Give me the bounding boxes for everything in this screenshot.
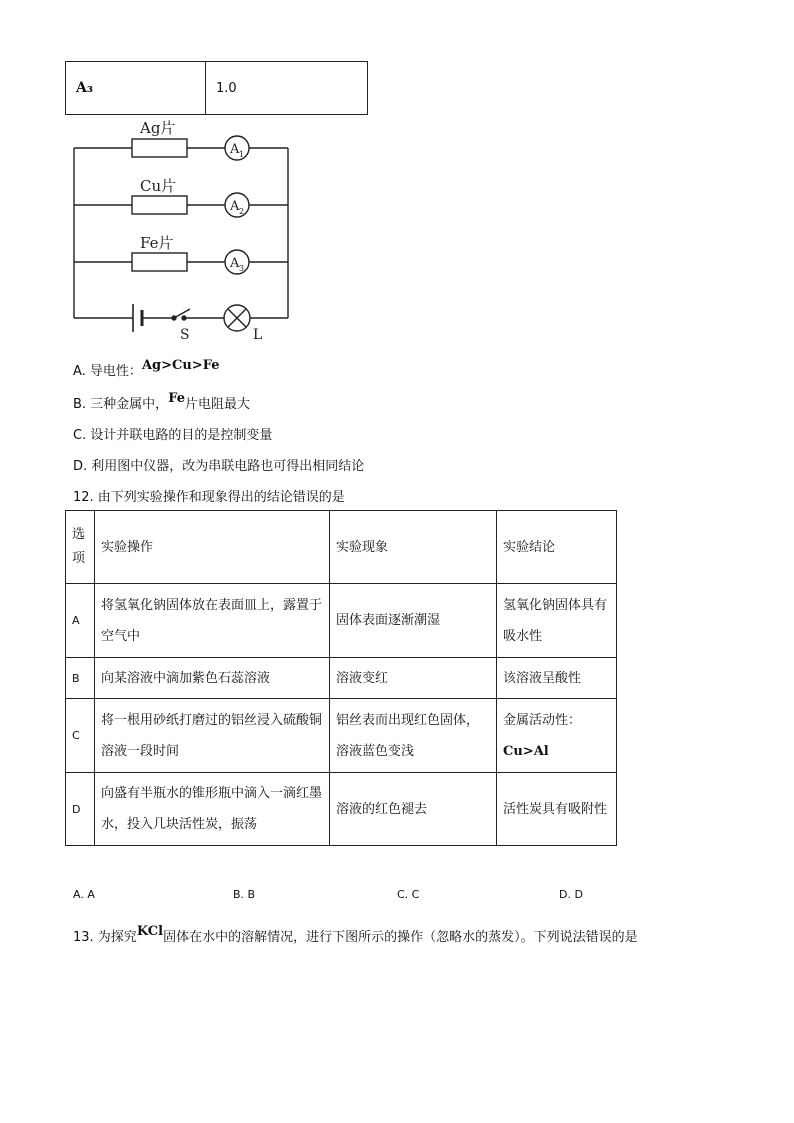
lamp-label: L bbox=[253, 327, 263, 343]
q12-choice-c: C. C bbox=[397, 888, 420, 901]
battery-icon bbox=[133, 304, 142, 332]
q11-option-a: A. 导电性：Ag>Cu>Fe bbox=[73, 358, 220, 379]
row-key: D bbox=[66, 773, 95, 846]
previous-table bbox=[65, 61, 368, 115]
row-key: B bbox=[66, 658, 95, 699]
fe-strip-resistor bbox=[132, 253, 187, 271]
q11-option-c: C. 设计并联电路的目的是控制变量 bbox=[73, 428, 273, 443]
header-option: 选项 bbox=[66, 511, 95, 584]
svg-text:3: 3 bbox=[239, 264, 245, 273]
q12-choice-d: D. D bbox=[559, 888, 583, 901]
table-cell-label: A₃ bbox=[66, 62, 206, 115]
svg-text:A: A bbox=[230, 142, 240, 157]
q12-choice-a: A. A bbox=[73, 888, 95, 901]
row-conclusion: 该溶液呈酸性 bbox=[497, 658, 617, 699]
row-operation: 向盛有半瓶水的锥形瓶中滴入一滴红墨水，投入几块活性炭，振荡 bbox=[95, 773, 330, 846]
table-row bbox=[66, 773, 617, 846]
q11-option-b: B. 三种金属中，Fe片电阻最大 bbox=[73, 391, 250, 412]
row-key: C bbox=[66, 699, 95, 773]
table-row bbox=[66, 699, 617, 773]
table-row bbox=[66, 62, 368, 115]
q12-choice-b: B. B bbox=[233, 888, 256, 901]
cu-strip-label: Cu片 bbox=[140, 177, 177, 195]
row-operation: 向某溶液中滴加紫色石蕊溶液 bbox=[95, 658, 330, 699]
row-conclusion: 氢氧化钠固体具有吸水性 bbox=[497, 584, 617, 658]
svg-text:A: A bbox=[230, 199, 240, 214]
table-row bbox=[66, 658, 617, 699]
conclusion-formula: Cu>Al bbox=[503, 743, 549, 759]
cu-strip-resistor bbox=[132, 196, 187, 214]
row-conclusion: 金属活动性： Cu>Al bbox=[497, 699, 617, 773]
row-operation: 将氢氧化钠固体放在表面皿上，露置于空气中 bbox=[95, 584, 330, 658]
row-conclusion: 活性炭具有吸附性 bbox=[497, 773, 617, 846]
ammeter-a1-icon bbox=[225, 136, 249, 160]
fe-strip-label: Fe片 bbox=[140, 234, 174, 252]
circuit-diagram bbox=[60, 112, 300, 344]
ag-strip-resistor bbox=[132, 139, 187, 157]
table-header-row bbox=[66, 511, 617, 584]
q13-stem: 13. 为探究KCl固体在水中的溶解情况，进行下图所示的操作（忽略水的蒸发）。下列说法错误的是 bbox=[73, 924, 638, 945]
header-phenomenon: 实验现象 bbox=[330, 511, 497, 584]
header-operation: 实验操作 bbox=[95, 511, 330, 584]
row-operation: 将一根用砂纸打磨过的铝丝浸入硫酸铜溶液一段时间 bbox=[95, 699, 330, 773]
switch-label: S bbox=[180, 327, 190, 343]
row-phenomenon: 铝丝表而出现红色固体，溶液蓝色变浅 bbox=[330, 699, 497, 773]
lamp-icon bbox=[224, 305, 250, 331]
svg-text:2: 2 bbox=[239, 207, 245, 216]
table-row bbox=[66, 584, 617, 658]
row-key: A bbox=[66, 584, 95, 658]
row-phenomenon: 固体表面逐渐潮湿 bbox=[330, 584, 497, 658]
q12-stem: 12. 由下列实验操作和现象得出的结论错误的是 bbox=[73, 490, 345, 505]
table-cell-value: 1.0 bbox=[206, 62, 368, 115]
q12-table bbox=[65, 510, 617, 846]
header-conclusion: 实验结论 bbox=[497, 511, 617, 584]
row-phenomenon: 溶液的红色褪去 bbox=[330, 773, 497, 846]
ag-strip-label: Ag片 bbox=[140, 119, 176, 137]
svg-text:A: A bbox=[230, 256, 240, 271]
svg-text:1: 1 bbox=[239, 150, 245, 159]
row-phenomenon: 溶液变红 bbox=[330, 658, 497, 699]
q11-option-d: D. 利用图中仪器，改为串联电路也可得出相同结论 bbox=[73, 459, 365, 474]
ammeter-a3-icon bbox=[225, 250, 249, 274]
ammeter-a2-icon bbox=[225, 193, 249, 217]
